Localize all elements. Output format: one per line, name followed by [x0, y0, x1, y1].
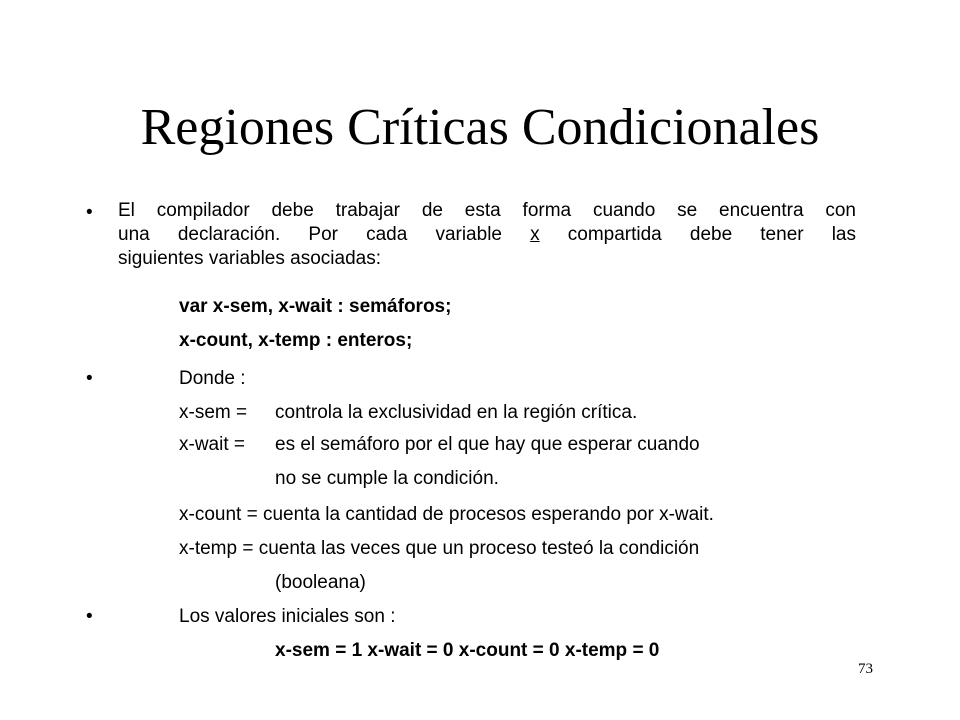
def-x-sem-term: x-sem = — [179, 402, 248, 423]
intro-paragraph — [118, 199, 856, 271]
bullet-3: • — [86, 606, 93, 627]
intro-line-2 — [118, 223, 856, 247]
def-x-wait-term: x-wait = — [179, 434, 245, 455]
initial-values-label: Los valores iniciales son : — [179, 606, 396, 627]
def-x-count: x-count = cuenta la cantidad de procesos esperando por x-wait. — [179, 504, 714, 525]
def-x-wait-cont: no se cumple la condición. — [275, 468, 499, 489]
intro-line-2-a: una declaración. Por cada variable — [118, 224, 531, 245]
page-number: 73 — [858, 661, 873, 677]
initial-values: x-sem = 1 x-wait = 0 x-count = 0 x-temp = 0 — [275, 640, 660, 661]
declaration-1: var x-sem, x-wait : semáforos; — [179, 296, 452, 317]
slide-title: Regiones Críticas Condicionales — [140, 99, 820, 156]
def-x-temp: x-temp = cuenta las veces que un proceso testeó la condición — [179, 538, 700, 559]
def-x-temp-cont: (booleana) — [275, 572, 366, 593]
intro-line-3: siguientes variables asociadas: — [118, 248, 381, 269]
def-x-sem-desc: controla la exclusividad en la región crítica. — [275, 402, 638, 423]
donde-label: Donde : — [179, 368, 246, 389]
bullet-1: • — [86, 202, 93, 223]
intro-line-2-b: compartida debe tener las — [539, 224, 857, 245]
declaration-2: x-count, x-temp : enteros; — [179, 330, 413, 351]
def-x-wait-desc: es el semáforo por el que hay que esperar cuando — [275, 434, 700, 455]
shared-variable-x: x — [530, 224, 540, 245]
intro-line-1: El compilador debe trabajar de esta forma cuando se encuentra con — [118, 200, 856, 221]
bullet-2: • — [86, 368, 93, 389]
